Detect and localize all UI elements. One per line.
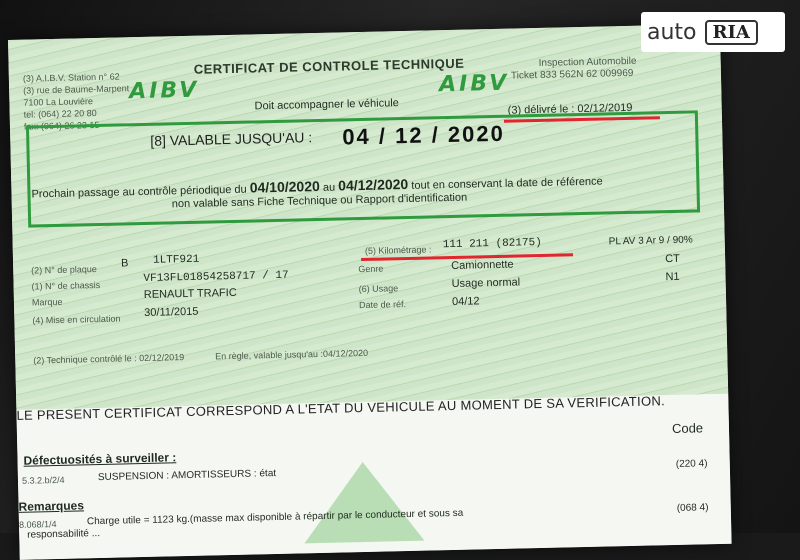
next-inspection-from: 04/10/2020	[249, 177, 320, 196]
certificate-title: CERTIFICAT DE CONTROLE TECHNIQUE	[193, 55, 465, 77]
brand-value: RENAULT TRAFIC	[143, 286, 237, 301]
certificate-subtitle: Doit accompagner le véhicule	[254, 97, 399, 113]
remark-code: 8.068/1/4	[18, 519, 57, 530]
code-right-1: PL AV 3 Ar 9 / 90%	[608, 234, 693, 248]
next-inspection-intro: Prochain passage au contrôle périodique du	[31, 183, 247, 201]
inspection-certificate	[8, 24, 732, 560]
ref-date-value: 04/12	[451, 295, 480, 308]
delivered-date: (3) délivré le : 02/12/2019	[507, 101, 633, 117]
plate-prefix: B	[120, 257, 129, 270]
km-value: 111 211 (82175)	[442, 236, 542, 252]
station-line-5: fax: (064) 26 23 15	[23, 119, 100, 132]
ref-date-label: Date de réf.	[358, 299, 407, 311]
first-registration-date: 30/11/2015	[144, 305, 199, 319]
technical-control-date: (2) Technique contrôlé le : 02/12/2019	[33, 352, 185, 366]
plate-label: (2) N° de plaque	[31, 264, 97, 276]
station-line-2: (3) rue de Baume-Marpent	[23, 83, 130, 96]
watermark-auto-text: auto	[647, 19, 697, 45]
watermark-ria-text: RIA	[705, 20, 758, 45]
ticket-number: Ticket 833 562N 62 009969	[510, 67, 634, 82]
verification-statement: LE PRESENT CERTIFICAT CORRESPOND A L'ETAT DU VEHICULE AU MOMENT DE SA VERIFICATION.	[16, 393, 666, 423]
km-label: (5) Kilométrage :	[364, 244, 432, 256]
next-inspection-au: au	[322, 181, 336, 194]
aibv-logo-right: AIBV	[438, 70, 510, 98]
valid-until-label: [8] VALABLE JUSQU'AU :	[150, 129, 313, 149]
next-inspection-to: 04/12/2020	[337, 175, 409, 194]
station-line-3: 7100 La Louvière	[23, 96, 94, 108]
auto-ria-watermark	[641, 12, 785, 52]
brand-label: Marque	[31, 296, 63, 308]
defect-code: 5.3.2.b/2/4	[21, 474, 65, 486]
inspection-label: Inspection Automobile	[538, 55, 637, 69]
first-registration-label: (4) Mise en circulation	[32, 313, 121, 326]
remark-number: (068 4)	[676, 502, 709, 514]
usage-label: (6) Usage	[358, 283, 399, 295]
station-line-1: (3) A.I.B.V. Station n° 62	[22, 71, 120, 84]
usage-value: Usage normal	[451, 276, 521, 290]
aibv-logo-left: AIBV	[128, 77, 200, 105]
valid-until-date: 04 / 12 / 2020	[342, 120, 506, 150]
code-column-header: Code	[671, 420, 704, 437]
defect-description: SUSPENSION : AMORTISSEURS : état	[97, 468, 277, 484]
defect-number: (220 4)	[675, 458, 708, 470]
code-right-3: N1	[665, 270, 680, 284]
fiche-technique-note: non valable sans Fiche Technique ou Rapport d'identification	[171, 191, 468, 211]
station-line-4: tel: (064) 22 20 80	[23, 108, 97, 120]
next-inspection-note: tout en conservant la date de référence	[411, 175, 603, 192]
genre-label: Genre	[358, 263, 384, 275]
in-order-valid-until: En règle, valable jusqu'au :04/12/2020	[215, 347, 369, 362]
genre-value: Camionnette	[451, 258, 514, 273]
chassis-label: (1) N° de chassis	[31, 279, 101, 292]
chassis-number: VF13FL01854258717 / 17	[143, 269, 289, 285]
remarks-title: Remarques	[18, 498, 85, 514]
remark-text-continued: responsabilité ...	[27, 528, 101, 541]
defects-title: Défectuosités à surveiller :	[23, 450, 177, 468]
watermark-triangle	[303, 461, 425, 544]
remark-text: Charge utile = 1123 kg.(masse max disponible à répartir par le conducteur et sous sa	[86, 507, 464, 528]
plate-number: 1LTF921	[152, 253, 200, 267]
code-right-2: CT	[665, 252, 680, 266]
